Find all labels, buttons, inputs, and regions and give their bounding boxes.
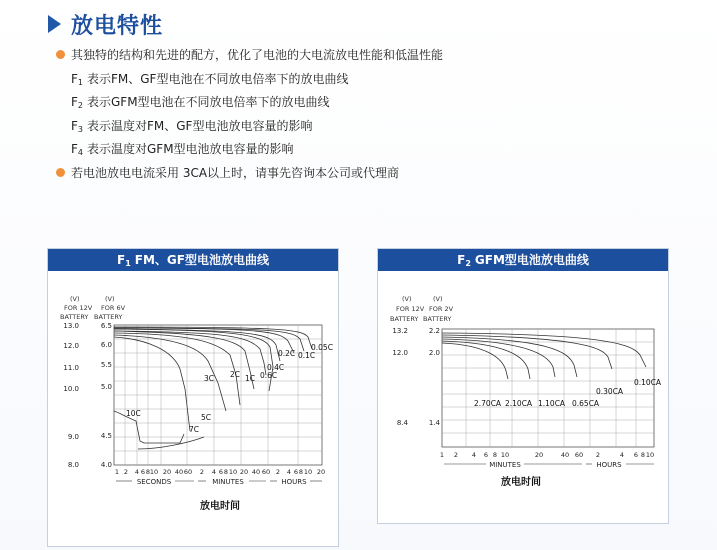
- feature-list: [56, 44, 443, 185]
- chart-panel-f2: [377, 248, 669, 524]
- fig-letter: F: [71, 95, 78, 109]
- x-tick: 6: [483, 451, 489, 459]
- chart-title-subscript: 2: [465, 259, 471, 268]
- list-item-f1: [56, 68, 443, 92]
- x-tick: 8: [640, 451, 646, 459]
- chart-panel-f1: [47, 248, 339, 547]
- curve-065ca: [442, 337, 577, 377]
- x-axis-label: 放电时间: [200, 501, 240, 512]
- bullet-dot-icon: [56, 50, 65, 59]
- chart-title-text: FM、GF型电池放电曲线: [134, 253, 269, 267]
- section-title: 放电特性: [71, 13, 164, 39]
- curve-5c: [114, 335, 226, 411]
- label-right-1: FOR 2V: [429, 305, 454, 313]
- curve-10c: [114, 411, 184, 443]
- fig-subscript: 1: [77, 77, 83, 87]
- x-tick: 40: [174, 468, 184, 476]
- y12-tick: 9.0: [67, 433, 79, 441]
- chart-title-letter: F: [117, 253, 126, 267]
- x-tick: 20: [162, 468, 172, 476]
- unit-left: (V): [70, 295, 80, 303]
- series-label-01c: 0.1C: [298, 351, 316, 360]
- series-label-10c: 10C: [126, 409, 141, 418]
- x-tick: 1: [114, 468, 120, 476]
- segment-hours: HOURS: [596, 461, 622, 469]
- x-tick: 40: [560, 451, 570, 459]
- series-label-2c: 2C: [230, 370, 241, 379]
- unit-left: (V): [402, 295, 412, 303]
- x-tick: 6: [293, 468, 299, 476]
- segment-hours: HOURS: [281, 478, 307, 486]
- list-item: [56, 162, 443, 186]
- x-tick: 1: [439, 451, 445, 459]
- series-label-030ca: 0.30CA: [596, 387, 624, 396]
- play-triangle-icon: [48, 15, 61, 33]
- x-tick: 10: [303, 468, 313, 476]
- x-tick: 2: [595, 451, 601, 459]
- label-left-2: BATTERY: [60, 313, 89, 321]
- x-tick: 10: [645, 451, 655, 459]
- list-item-text: 表示FM、GF型电池在不同放电倍率下的放电曲线: [87, 71, 349, 86]
- y6-tick: 6.5: [100, 322, 112, 330]
- curve-005c: [114, 327, 312, 349]
- chart-title: [378, 249, 668, 271]
- list-item: [56, 44, 443, 68]
- y12-tick: 10.0: [63, 385, 79, 393]
- series-label-02c: 0.2C: [278, 349, 296, 358]
- x-tick: 20: [316, 468, 326, 476]
- chart-title: [48, 249, 338, 271]
- y12-tick: 8.0: [67, 461, 79, 469]
- unit-right: (V): [433, 295, 443, 303]
- y12-tick: 13.2: [392, 327, 408, 335]
- x-tick: 2: [453, 451, 459, 459]
- x-tick: 60: [574, 451, 584, 459]
- x-tick: 2: [199, 468, 205, 476]
- fig-letter: F: [71, 142, 78, 156]
- x-axis-label: 放电时间: [501, 477, 541, 488]
- y12-tick: 12.0: [63, 342, 79, 350]
- fig-letter: F: [71, 71, 78, 86]
- series-label-210ca: 2.10CA: [505, 399, 533, 408]
- series-label-3c: 3C: [204, 374, 215, 383]
- label-right-1: FOR 6V: [101, 304, 126, 312]
- label-left-1: FOR 12V: [64, 304, 93, 312]
- series-label-04c: 0.4C: [267, 363, 285, 372]
- chart-f1-svg: [48, 271, 338, 546]
- y12-tick: 12.0: [392, 349, 408, 357]
- chart-title-subscript: 1: [125, 259, 131, 268]
- segment-seconds: SECONDS: [136, 478, 172, 486]
- x-tick: 20: [534, 451, 544, 459]
- unit-right: (V): [105, 295, 115, 303]
- series-label-005c: 0.05C: [311, 343, 333, 352]
- list-item-f4: [56, 138, 443, 162]
- label-left-1: FOR 12V: [396, 305, 425, 313]
- x-tick: 6: [633, 451, 639, 459]
- y12-tick: 8.4: [396, 419, 408, 427]
- y6-tick: 4.5: [100, 432, 112, 440]
- series-label-110ca: 1.10CA: [538, 399, 566, 408]
- y6-tick: 5.0: [100, 383, 112, 391]
- x-tick: 10: [500, 451, 510, 459]
- list-item-f2: [56, 91, 443, 115]
- bullet-dot-icon: [56, 168, 65, 177]
- x-tick: 8: [492, 451, 498, 459]
- chart-f2-svg: [378, 271, 668, 523]
- series-label-1c: 1C: [245, 374, 256, 383]
- x-tick: 40: [251, 468, 261, 476]
- x-tick: 4: [619, 451, 625, 459]
- series-label-5c: 5C: [201, 413, 212, 422]
- x-tick: 10: [149, 468, 159, 476]
- segment-minutes: MINUTES: [212, 478, 244, 486]
- series-label-010ca: 0.10CA: [634, 378, 662, 387]
- x-tick: 4: [286, 468, 292, 476]
- list-item-text: 其独特的结构和先进的配方，优化了电池的大电流放电性能和低温性能: [71, 48, 444, 62]
- x-tick: 2: [123, 468, 129, 476]
- list-item-text: 表示温度对GFM型电池放电容量的影响: [87, 142, 294, 156]
- x-tick: 4: [134, 468, 140, 476]
- y2-tick: 2.2: [428, 327, 440, 335]
- x-tick: 2: [275, 468, 281, 476]
- segment-minutes: MINUTES: [489, 461, 521, 469]
- list-item-f3: [56, 115, 443, 139]
- fig-letter: F: [71, 118, 78, 133]
- curve-270ca: [442, 343, 508, 379]
- list-item-text: 若电池放电电流采用 3CA以上时，请事先咨询本公司或代理商: [71, 165, 400, 180]
- y6-tick: 6.0: [100, 341, 112, 349]
- x-tick: 4: [211, 468, 217, 476]
- section-header: [48, 8, 163, 40]
- x-tick: 4: [471, 451, 477, 459]
- y12-tick: 11.0: [63, 364, 79, 372]
- fig-subscript: 2: [77, 101, 83, 110]
- series-label-06c: 0.6C: [260, 371, 278, 380]
- x-tick: 60: [183, 468, 193, 476]
- x-tick: 6: [140, 468, 146, 476]
- x-tick: 8: [145, 468, 151, 476]
- fig-subscript: 3: [77, 124, 83, 134]
- fig-subscript: 4: [77, 148, 83, 157]
- chart-title-text: GFM型电池放电曲线: [474, 253, 589, 267]
- series-label-065ca: 0.65CA: [572, 399, 600, 408]
- y2-tick: 2.0: [428, 349, 440, 357]
- x-tick: 60: [261, 468, 271, 476]
- series-label-7c: 7C: [189, 425, 200, 434]
- x-tick: 20: [239, 468, 249, 476]
- chart-title-letter: F: [457, 253, 466, 267]
- label-left-2: BATTERY: [390, 315, 419, 323]
- y6-tick: 4.0: [100, 461, 112, 469]
- label-right-2: BATTERY: [423, 315, 452, 323]
- y2-tick: 1.4: [428, 419, 440, 427]
- y12-tick: 13.0: [63, 322, 79, 330]
- x-tick: 6: [218, 468, 224, 476]
- list-item-text: 表示GFM型电池在不同放电倍率下的放电曲线: [87, 95, 330, 109]
- x-tick: 8: [298, 468, 304, 476]
- label-right-2: BATTERY: [94, 313, 123, 321]
- x-tick: 8: [223, 468, 229, 476]
- list-item-text: 表示温度对FM、GF型电池放电容量的影响: [87, 118, 313, 133]
- x-tick: 10: [228, 468, 238, 476]
- series-label-270ca: 2.70CA: [474, 399, 502, 408]
- y6-tick: 5.5: [100, 361, 112, 369]
